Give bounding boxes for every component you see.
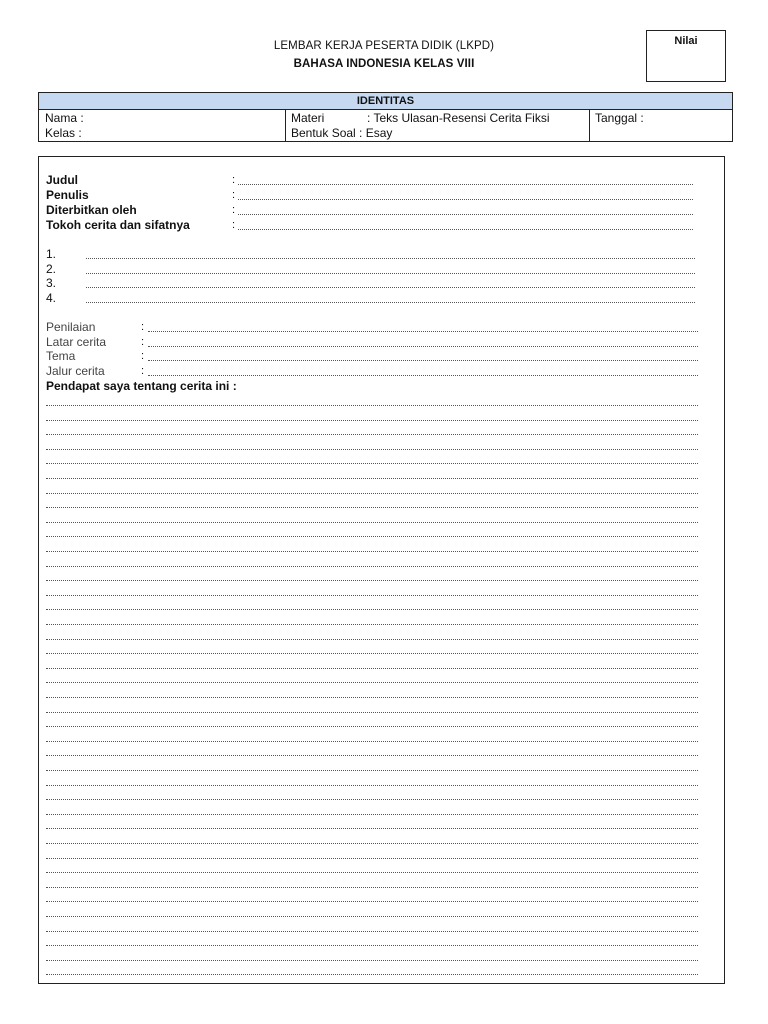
opinion-answer-line[interactable]: [46, 463, 698, 464]
numbered-answer-line[interactable]: [86, 273, 695, 274]
opinion-answer-line[interactable]: [46, 566, 698, 567]
review-field-colon: :: [141, 365, 145, 377]
opinion-answer-line[interactable]: [46, 726, 698, 727]
opinion-answer-line[interactable]: [46, 697, 698, 698]
opinion-answer-line[interactable]: [46, 799, 698, 800]
opinion-answer-line[interactable]: [46, 595, 698, 596]
kelas-label: Kelas :: [45, 126, 82, 140]
table-divider: [285, 110, 286, 141]
field-colon: :: [232, 174, 236, 186]
review-answer-line[interactable]: [148, 360, 698, 361]
opinion-answer-line[interactable]: [46, 712, 698, 713]
opinion-answer-line[interactable]: [46, 931, 698, 932]
identity-table: [38, 92, 733, 142]
review-field-label: Latar cerita: [46, 335, 107, 349]
score-box[interactable]: [646, 30, 726, 82]
numbered-item-label: 2.: [46, 262, 57, 276]
opinion-answer-line[interactable]: [46, 609, 698, 610]
field-answer-line[interactable]: [238, 229, 693, 230]
field-label-3: Tokoh cerita dan sifatnya: [46, 218, 190, 232]
numbered-item-label: 4.: [46, 291, 57, 305]
worksheet-title: LEMBAR KERJA PESERTA DIDIK (LKPD): [273, 40, 495, 52]
field-colon: :: [232, 204, 236, 216]
opinion-answer-line[interactable]: [46, 639, 698, 640]
review-field-label: Tema: [46, 349, 76, 363]
review-field-label: Penilaian: [46, 320, 96, 334]
table-divider: [589, 110, 590, 141]
field-colon: :: [232, 219, 236, 231]
opinion-answer-line[interactable]: [46, 828, 698, 829]
materi-label: Materi: [291, 111, 325, 125]
review-answer-line[interactable]: [148, 331, 698, 332]
nama-label: Nama :: [45, 111, 84, 125]
opinion-answer-line[interactable]: [46, 624, 698, 625]
field-answer-line[interactable]: [238, 199, 693, 200]
opinion-answer-line[interactable]: [46, 858, 698, 859]
opinion-answer-line[interactable]: [46, 682, 698, 683]
opinion-answer-line[interactable]: [46, 507, 698, 508]
numbered-answer-line[interactable]: [86, 287, 695, 288]
opinion-answer-line[interactable]: [46, 843, 698, 844]
opinion-answer-line[interactable]: [46, 814, 698, 815]
opinion-answer-line[interactable]: [46, 420, 698, 421]
opinion-answer-line[interactable]: [46, 960, 698, 961]
opinion-answer-line[interactable]: [46, 887, 698, 888]
review-field-label: Jalur cerita: [46, 364, 105, 378]
opinion-answer-line[interactable]: [46, 668, 698, 669]
opinion-answer-line[interactable]: [46, 449, 698, 450]
review-field-colon: :: [141, 336, 145, 348]
review-answer-line[interactable]: [148, 346, 698, 347]
opinion-answer-line[interactable]: [46, 405, 698, 406]
worksheet-subtitle: BAHASA INDONESIA KELAS VIII: [293, 58, 475, 70]
opinion-answer-line[interactable]: [46, 434, 698, 435]
worksheet-frame: [38, 156, 725, 984]
opinion-answer-line[interactable]: [46, 785, 698, 786]
identity-heading: IDENTITAS: [39, 93, 732, 110]
numbered-answer-line[interactable]: [86, 258, 695, 259]
opinion-answer-line[interactable]: [46, 901, 698, 902]
opinion-answer-line[interactable]: [46, 536, 698, 537]
field-answer-line[interactable]: [238, 214, 693, 215]
opinion-answer-line[interactable]: [46, 872, 698, 873]
field-label-1: Penulis: [46, 188, 89, 202]
bentuk-soal-label: Bentuk Soal : Esay: [291, 126, 393, 140]
numbered-answer-line[interactable]: [86, 302, 695, 303]
field-label-2: Diterbitkan oleh: [46, 203, 137, 217]
opinion-answer-line[interactable]: [46, 770, 698, 771]
opinion-answer-line[interactable]: [46, 478, 698, 479]
field-colon: :: [232, 189, 236, 201]
field-answer-line[interactable]: [238, 184, 693, 185]
opinion-answer-line[interactable]: [46, 580, 698, 581]
opinion-answer-line[interactable]: [46, 945, 698, 946]
score-label: Nilai: [674, 35, 698, 47]
tanggal-label: Tanggal :: [595, 111, 644, 125]
materi-value: : Teks Ulasan-Resensi Cerita Fiksi: [367, 111, 550, 125]
opinion-answer-line[interactable]: [46, 551, 698, 552]
opinion-answer-line[interactable]: [46, 916, 698, 917]
field-label-0: Judul: [46, 173, 78, 187]
numbered-item-label: 3.: [46, 276, 57, 290]
opinion-answer-line[interactable]: [46, 653, 698, 654]
numbered-item-label: 1.: [46, 247, 57, 261]
opinion-answer-line[interactable]: [46, 493, 698, 494]
opinion-label: Pendapat saya tentang cerita ini :: [46, 379, 237, 393]
review-field-colon: :: [141, 321, 145, 333]
opinion-answer-line[interactable]: [46, 755, 698, 756]
opinion-answer-line[interactable]: [46, 974, 698, 975]
review-answer-line[interactable]: [148, 375, 698, 376]
opinion-answer-line[interactable]: [46, 741, 698, 742]
opinion-answer-line[interactable]: [46, 522, 698, 523]
review-field-colon: :: [141, 350, 145, 362]
